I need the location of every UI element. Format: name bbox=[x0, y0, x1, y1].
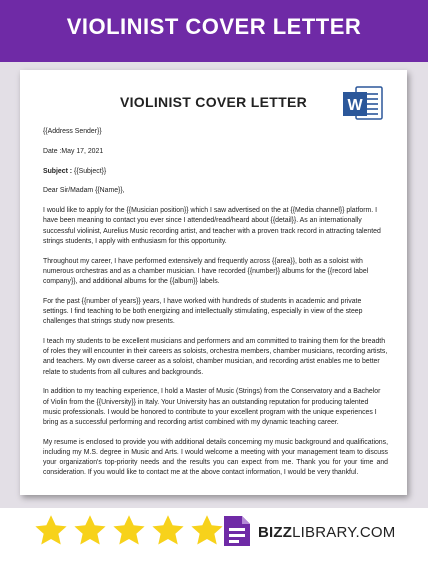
paragraph-2: Throughout my career, I have performed extensively and frequently across {{area}}, both as a soloist with numerous orchestras and as a chamber musician. I have recorded {{number}} albums for the {{record label company}}, and additional albums for the {{album}} labels. bbox=[43, 257, 369, 285]
paragraph-1: I would like to apply for the {{Musician position}} which I saw advertised on the at {{Media channel}} platform. I have been meaning to contact you ever since I attended/read/heard about {{detail}}. As an internationally successful violinist, Aurelius Music recording artist, and teacher with a proven track record in attracting talented strings students, I apply with enthusiasm for this opportunity. bbox=[43, 207, 381, 245]
subject-value: {{Subject}} bbox=[74, 167, 107, 175]
brand-name-rest: LIBRARY.COM bbox=[292, 524, 396, 541]
star-icon bbox=[72, 513, 108, 549]
document-title: VIOLINIST COVER LETTER bbox=[119, 94, 308, 110]
banner-title: VIOLINIST COVER LETTER bbox=[66, 14, 362, 39]
address-line: {{Address Sender}} bbox=[43, 128, 102, 135]
star-icon bbox=[33, 513, 69, 549]
date-label: Date : bbox=[43, 147, 62, 155]
bizzlibrary-logo-icon bbox=[222, 514, 252, 548]
date-value: May 17, 2021 bbox=[61, 147, 104, 155]
header-banner bbox=[0, 0, 428, 62]
subject-label: Subject : bbox=[43, 167, 73, 175]
paragraph-3: For the past {{number of years}} years, I have worked with hundreds of students in academic and private settings. I find teaching to be both energizing and intellectually stimulating, especially in view of the steep challenges that strings study now presents. bbox=[43, 297, 363, 326]
letter-body bbox=[43, 127, 388, 488]
paragraph-4: I teach my students to be excellent musicians and performers and am committed to training them for the breadth of roles they will encounter in their careers as soloists, orchestra members, chamber musicians, recording artists, and teachers. My own diverse career as a soloist, chamber musician, and recording artist enables me to better relate to students from all cultures and backgrounds. bbox=[43, 338, 388, 376]
subject-line bbox=[43, 167, 388, 177]
brand-name bbox=[258, 524, 396, 541]
star-icon bbox=[111, 513, 147, 549]
date-line bbox=[43, 147, 388, 157]
paragraph-5: In addition to my teaching experience, I hold a Master of Music (Strings) from the Conservatory and a Bachelor of Violin from the {{University}} in Italy. Your University has an outstanding reputation for producing talented music professionals. I would be honored to contribute to your excellent program with the unique experiences I bring as a successful performing and recording artist combined with my dynamic teaching career. bbox=[43, 388, 381, 427]
word-icon bbox=[342, 84, 384, 122]
salutation: Dear Sir/Madam {{Name}}, bbox=[43, 187, 125, 195]
star-rating bbox=[33, 513, 225, 549]
document-page bbox=[20, 70, 407, 495]
svg-text:W: W bbox=[347, 97, 363, 114]
paragraph-6: My resume is enclosed to provide you with additional details concerning my music background and qualifications, including my M.S. degree in Music and Arts. I would welcome a meeting with your management team to discuss your organization's top-priority needs and the results you can expect from me. Thank you for your time and consideration. If you would like to contact me at the above contact information, I would be very thankful. bbox=[43, 438, 388, 477]
star-icon bbox=[189, 513, 225, 549]
star-icon bbox=[150, 513, 186, 549]
brand-name-bold: BIZZ bbox=[258, 524, 293, 541]
